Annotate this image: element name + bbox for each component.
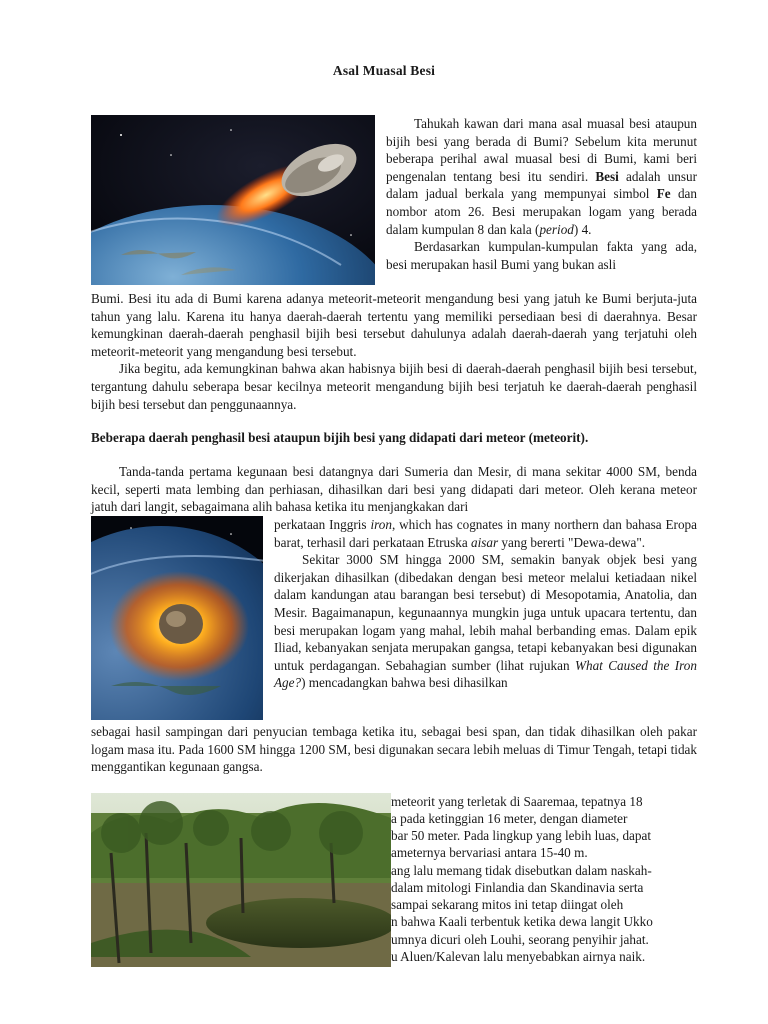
para5-text-1: Sekitar 3000 SM hingga 2000 SM, semakin banyak objek besi yang dikerjakan dihasilkan (dibedakan dengan besi meteor melalui ketiadaan nikel dalam kandungan atau barangan besi tersebut) di Mesopotamia, Anatolia, dan Mesir. Bagaimanapun, kegunaannya mungkin juga untuk upacara tertentu, dan besi merupakan logam yang mahal, lebih mahal berbanding emas. Dalam epik Iliad, kebanyakan senjata merupakan gangsa, tetapi kebanyakan besi digunakan untuk perdagangan. Sebahagian sumber (lihat rujukan: [274, 552, 697, 673]
symbol-fe: Fe: [656, 186, 671, 202]
crater-lake-image: [91, 793, 391, 967]
side-text-block: [274, 516, 697, 692]
intro-text-1: Tahukah kawan dari mana asal muasal besi ataupun bijih besi yang berada di Bumi? Sebelum kita merunut beberapa perihal awal muasal besi di Bumi, kami beri pengenalan tentang besi itu sendiri.: [386, 116, 697, 184]
bottom-line: ameternya bervariasi antara 15-40 m.: [391, 845, 588, 860]
bottom-line: sampai sekarang mitos ini tetap diingat oleh: [391, 897, 624, 912]
para2-rest: Bumi. Besi itu ada di Bumi karena adanya meteorit-meteorit mengandung besi yang jatuh ke Bumi berjuta-juta tahun yang lalu. Karena itu hanya daerah-daerah tertentu yang memiliki persediaan besi di daerahnya. Besar kemungkinan daerah-daerah penghasil bijih besi tersebut dahulunya adalah daerah-daerah yang terjatuhi oleh meteorit-meteorit yang mengandung besi tersebut.: [91, 291, 697, 359]
para5-rest-text: sebagai hasil sampingan dari penyucian tembaga ketika itu, sebagai besi span, dan tidak dihasilkan oleh pakar logam masa itu. Pada 1600 SM hingga 1200 SM, besi digunakan secara lebih meluas di Timur Tengah, tetapi tidak menggantikan kegunaan gangsa.: [91, 724, 697, 775]
term-iron: iron: [370, 517, 392, 532]
intro-text-4: ) 4.: [573, 221, 592, 237]
intro-paragraph: [386, 115, 697, 273]
meteor-earth-image: [91, 115, 375, 285]
bottom-line: a pada ketinggian 16 meter, dengan diameter: [391, 811, 628, 826]
meteor-impact-image: [91, 516, 263, 720]
para5-text-2: ) mencadangkan bahwa besi dihasilkan: [301, 675, 508, 691]
para4-top-text: Tanda-tanda pertama kegunaan besi datangnya dari Sumeria dan Mesir, di mana sekitar 4000 SM, benda kecil, seperti mata lembing dan perhiasan, dihasilkan dari besi yang didapati dari meteor. Oleh kerana meteor jatuh dari langit, sebagaimana alih bahasa ketika itu menjangkakan dari: [91, 464, 697, 515]
bottom-line: umnya dicuri oleh Louhi, seorang penyihir jahat.: [391, 932, 649, 947]
para2-top: Berdasarkan kumpulan-kumpulan fakta yang ada, besi merupakan hasil Bumi yang bukan asli: [386, 239, 697, 272]
side-text-3: yang bererti "Dewa-dewa".: [498, 534, 646, 550]
para5-rest: [91, 723, 697, 776]
section-heading: Beberapa daerah penghasil besi ataupun bijih besi yang didapati dari meteor (meteorit).: [91, 430, 589, 445]
term-besi: Besi: [595, 168, 619, 184]
side-text-2: , which has cognates in many northern dan bahasa Eropa barat, terhasil dari perkataan Etruska: [274, 517, 697, 550]
bottom-line: u Aluen/Kalevan lalu menyebabkan airnya naik.: [391, 949, 646, 964]
term-aisar: aisar: [471, 534, 499, 550]
para3: Jika begitu, ada kemungkinan bahwa akan habisnya bijih besi di daerah-daerah penghasil bijih besi tersebut, tergantung dahulu seberapa besar kecilnya meteorit mengandung bijih besi terjatuh ke daerah-daerah penghasil bijih besi tersebut dan penggunaannya.: [91, 361, 697, 412]
bottom-line: n bahwa Kaali terbentuk ketika dewa langit Ukko: [391, 914, 653, 929]
bottom-line: dalam mitologi Finlandia dan Skandinavia serta: [391, 880, 644, 895]
bottom-line: ang lalu memang tidak disebutkan dalam naskah-: [391, 863, 652, 878]
bottom-line: bar 50 meter. Pada lingkup yang lebih luas, dapat: [391, 828, 652, 843]
term-period: period: [539, 221, 574, 237]
reference-title: What Caused the Iron Age?: [274, 657, 697, 691]
intro-text-2: adalah unsur dalam jadual berkala yang mempunyai simbol: [386, 168, 698, 202]
body-block-1: [91, 290, 697, 413]
intro-text-3: dan nombor atom 26. Besi merupakan logam yang berada dalam kumpulan 8 dan kala (: [386, 186, 697, 237]
bottom-line: meteorit yang terletak di Saaremaa, tepatnya 18: [391, 794, 643, 809]
document-title: Asal Muasal Besi: [332, 63, 436, 78]
para4-top: [91, 463, 697, 516]
side-text-1: perkataan Inggris: [274, 517, 371, 532]
